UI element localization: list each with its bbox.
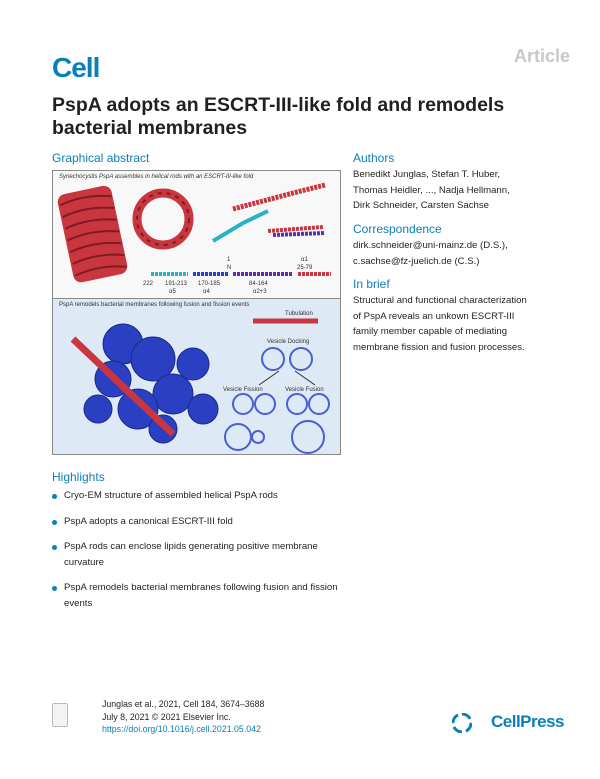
open-access-badge-icon xyxy=(52,703,68,727)
in-brief-line: of PspA reveals an unkown ESCRT-III xyxy=(353,310,515,322)
highlight-item: Cryo-EM structure of assembled helical PspA rods xyxy=(52,488,352,504)
bullet-icon xyxy=(52,520,57,525)
correspondence-heading: Correspondence xyxy=(353,222,442,236)
correspondence-list xyxy=(353,238,508,269)
process-label-fission: Vesicle Fission xyxy=(223,387,263,393)
in-brief-line: membrane fission and fusion processes. xyxy=(353,341,525,353)
figure-top-caption: Synechocystis PspA assembles in helical rods with an ESCRT-III-like fold xyxy=(59,174,254,180)
authors-list xyxy=(353,167,510,214)
citation-line: Junglas et al., 2021, Cell 184, 3674–3688 xyxy=(102,699,265,709)
in-brief-line: family member capable of mediating xyxy=(353,326,508,337)
article-type-label: Article xyxy=(513,46,570,66)
journal-logo: Cell xyxy=(52,52,100,83)
figure-panel-structure xyxy=(53,171,340,298)
graphical-abstract-heading: Graphical abstract xyxy=(52,151,150,165)
domain-label-170: 170-185 xyxy=(198,281,221,287)
authors-line: Dirk Schneider, Carsten Sachse xyxy=(353,200,489,211)
domain-label-a5: α5 xyxy=(169,289,176,295)
highlight-item: PspA remodels bacterial membranes following fusion and fission events xyxy=(52,580,354,611)
in-brief-text xyxy=(353,293,527,355)
bullet-icon xyxy=(52,586,57,591)
citation-date: July 8, 2021 © 2021 Elsevier Inc. xyxy=(102,711,231,722)
domain-label-25: 25-79 xyxy=(297,265,313,271)
process-label-fusion: Vesicle Fusion xyxy=(285,387,324,393)
citation-block xyxy=(102,698,264,736)
vesicle-cluster-illustration xyxy=(84,324,218,443)
structure-illustration xyxy=(53,171,340,298)
figure-panel-membranes xyxy=(53,298,340,455)
domain-label-n: N xyxy=(227,265,232,271)
domain-label-222: 222 xyxy=(143,281,154,287)
authors-line: Thomas Heidler, ..., Nadja Hellmann, xyxy=(353,184,510,196)
domain-label-a23: α2+3 xyxy=(253,289,267,295)
highlights-list xyxy=(52,488,352,621)
figure-bottom-caption: PspA remodels bacterial membranes following fusion and fission events xyxy=(59,302,250,308)
protein-fold-illustration xyxy=(213,185,325,241)
process-label-docking: Vesicle Docking xyxy=(267,339,310,345)
domain-label-a4: α4 xyxy=(203,289,210,295)
domain-label-a1: α1 xyxy=(301,257,308,263)
doi-link[interactable]: https://doi.org/10.1016/j.cell.2021.05.042 xyxy=(102,724,261,734)
graphical-abstract-figure xyxy=(52,170,341,455)
domain-label-84: 84-164 xyxy=(249,281,268,287)
helical-rod-illustration xyxy=(56,184,129,283)
membrane-illustration xyxy=(53,299,340,455)
domain-label-191: 191-213 xyxy=(165,281,188,287)
bullet-icon xyxy=(52,494,57,499)
cellpress-logo-icon xyxy=(452,713,472,733)
highlight-item: PspA adopts a canonical ESCRT-III fold xyxy=(52,514,352,530)
domain-label-1: 1 xyxy=(227,257,231,263)
bullet-icon xyxy=(52,545,57,550)
authors-heading: Authors xyxy=(353,151,395,165)
page-title: PspA adopts an ESCRT-III-like fold and remodels bacterial membranes xyxy=(52,94,505,139)
rod-cross-section-illustration xyxy=(137,193,189,245)
highlights-heading: Highlights xyxy=(52,470,105,484)
correspondence-email[interactable]: dirk.schneider@uni-mainz.de (D.S.), xyxy=(353,240,508,251)
process-label-tubulation: Tubulation xyxy=(285,311,313,317)
highlight-item: PspA rods can enclose lipids generating positive membrane curvature xyxy=(52,539,354,570)
in-brief-heading: In brief xyxy=(353,277,390,291)
correspondence-email[interactable]: c.sachse@fz-juelich.de (C.S.) xyxy=(353,255,480,267)
publisher-logo: CellPress xyxy=(491,712,564,731)
authors-line: Benedikt Junglas, Stefan T. Huber, xyxy=(353,169,501,180)
in-brief-line: Structural and functional characterization xyxy=(353,295,527,306)
